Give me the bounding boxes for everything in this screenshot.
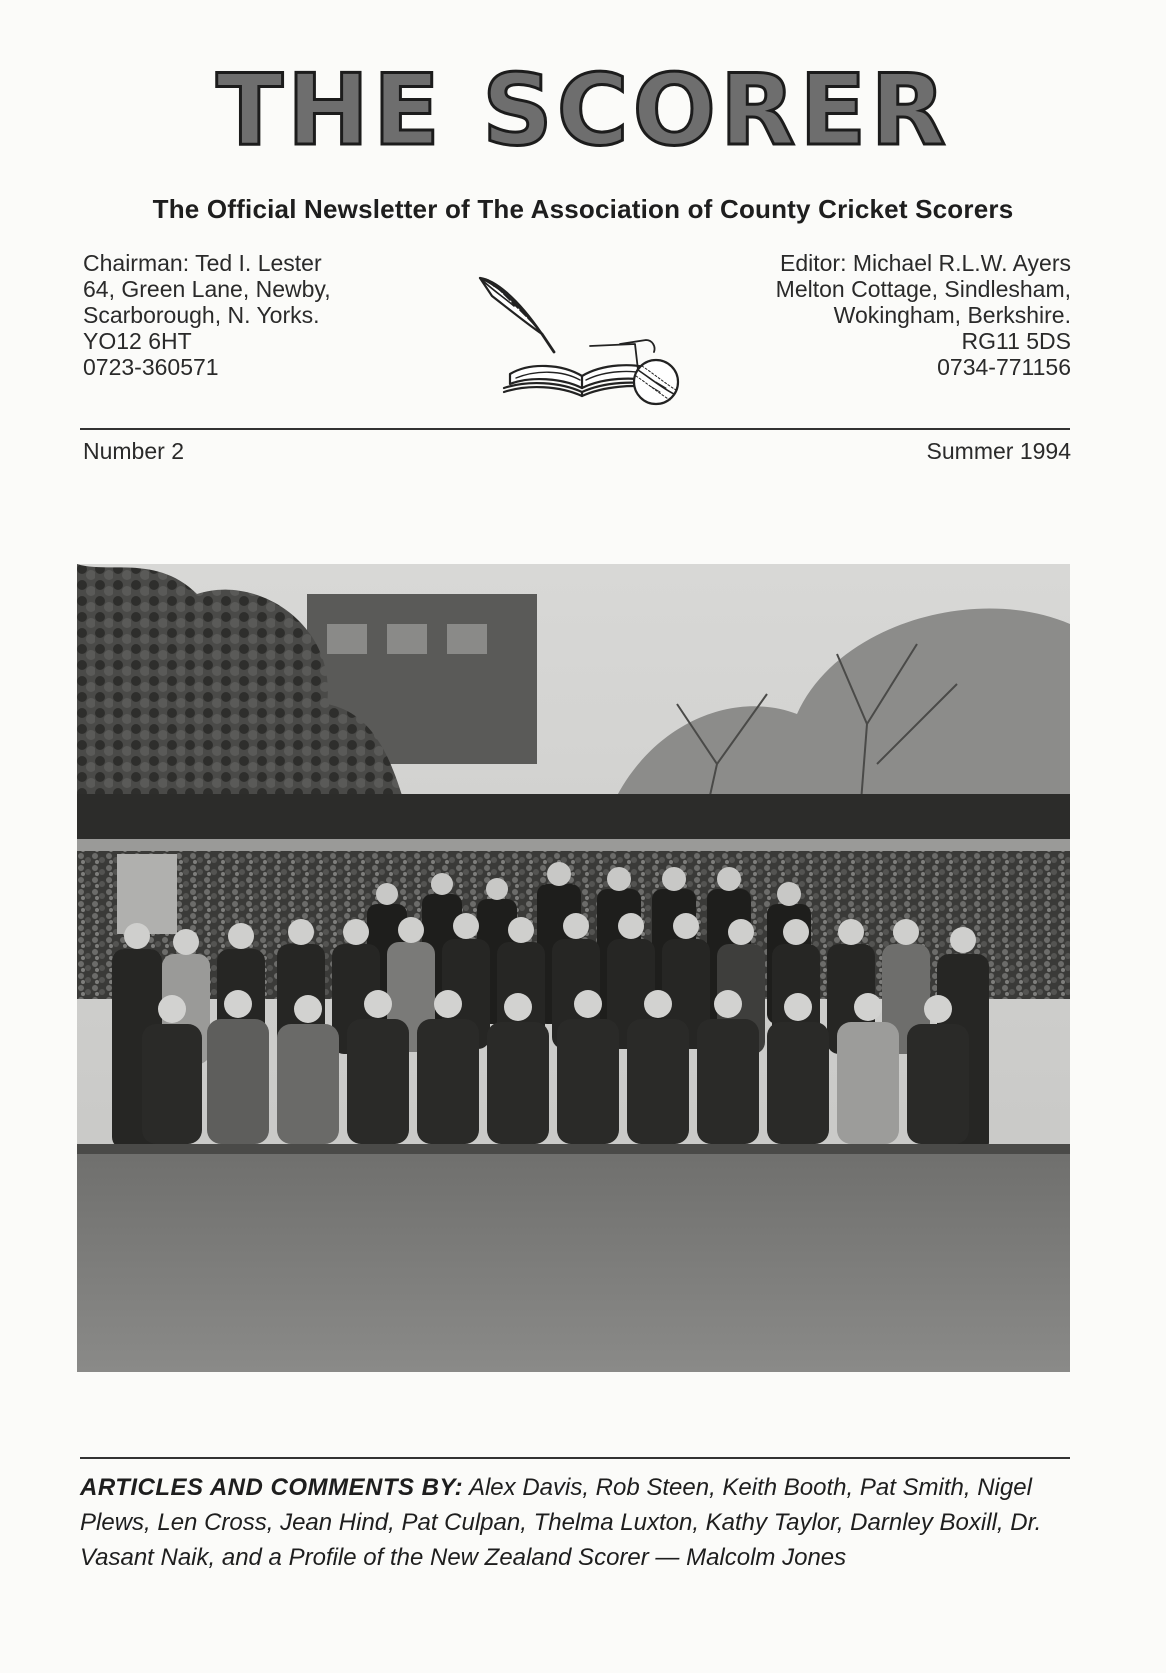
chairman-line: 64, Green Lane, Newby,: [83, 276, 331, 302]
issue-number: Number 2: [83, 438, 184, 464]
quill-book-cricket-ball-icon: [470, 266, 690, 416]
editor-line: 0734-771156: [937, 354, 1071, 380]
chairman-line: Scarborough, N. Yorks.: [83, 302, 320, 328]
header-divider: [80, 428, 1070, 430]
editor-line: Melton Cottage, Sindlesham,: [775, 276, 1071, 302]
masthead-subtitle: The Official Newsletter of The Association of County Cricket Scorers: [152, 194, 1014, 224]
chairman-line: YO12 6HT: [83, 328, 192, 354]
masthead-title: THE SCORER: [216, 54, 950, 168]
editor-address: [776, 250, 1071, 380]
issue-season: Summer 1994: [926, 438, 1071, 464]
chairman-line: 0723-360571: [83, 354, 219, 380]
credits-lead: ARTICLES AND COMMENTS BY:: [80, 1474, 464, 1501]
footer-divider: [80, 1457, 1070, 1459]
credits-names: Alex Davis, Rob Steen, Keith Booth, Pat Smith, Nigel Plews, Len Cross, Jean Hind, Pat Culpan, Thelma Luxton, Kathy Taylor, Darnley Boxill, Dr. Vasant Naik, and a Profile of the New Zealand Scorer — Malcolm Jones: [80, 1474, 1042, 1571]
group-photo: [77, 564, 1070, 1372]
chairman-address: [83, 250, 331, 380]
chairman-line: Chairman: Ted I. Lester: [83, 250, 322, 276]
contributors-credits: [80, 1470, 1070, 1575]
editor-line: Editor: Michael R.L.W. Ayers: [779, 250, 1071, 276]
editor-line: RG11 5DS: [961, 328, 1071, 354]
editor-line: Wokingham, Berkshire.: [833, 302, 1071, 328]
